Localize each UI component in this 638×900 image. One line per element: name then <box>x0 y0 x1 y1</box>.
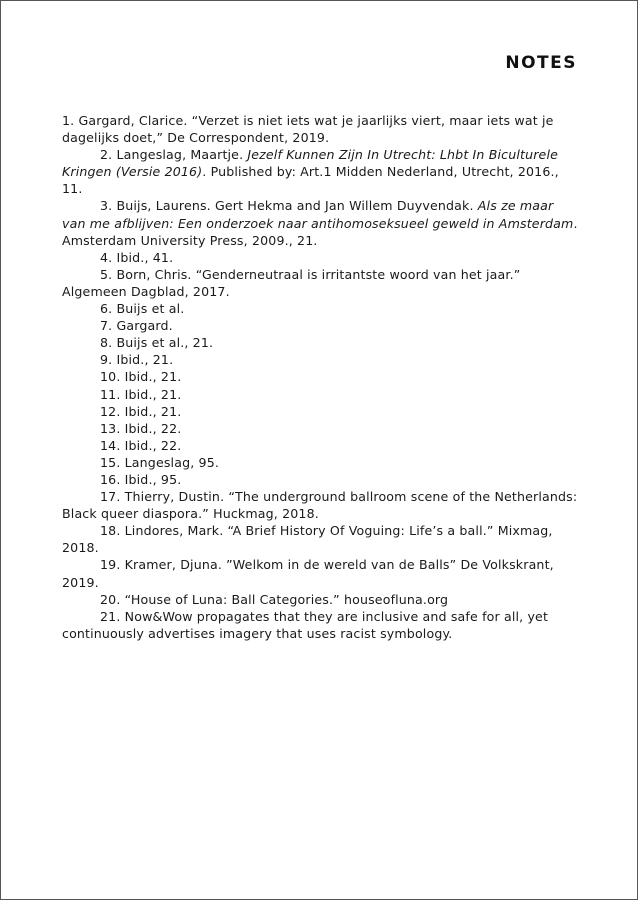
note-number: 6. <box>100 301 113 317</box>
note-text: Ibid., 22. <box>124 437 182 453</box>
note-text: Ibid., 22. <box>124 420 182 436</box>
note-text: “House of Luna: Ball Categories.” houseofluna.org <box>124 591 449 607</box>
note-text: Lindores, Mark. “A Brief History Of Voguing: Life’s a ball.” Mixmag, 2018. <box>62 523 553 556</box>
note-number: 2. <box>100 147 113 163</box>
note-item <box>62 197 578 248</box>
note-number: 18. <box>100 523 121 539</box>
note-item <box>62 249 578 266</box>
note-item <box>62 146 578 197</box>
note-number: 15. <box>100 454 121 470</box>
note-text: Ibid., 95. <box>124 471 182 487</box>
page-title: NOTES <box>505 53 577 73</box>
note-text: Now&Wow propagates that they are inclusive and safe for all, yet continuously advertises imagery that uses racist symbology. <box>62 608 549 641</box>
note-item <box>62 608 578 642</box>
note-number: 17. <box>100 489 121 505</box>
note-number: 21. <box>100 608 121 624</box>
note-item <box>62 368 578 385</box>
note-item <box>62 317 578 334</box>
note-item <box>62 403 578 420</box>
notes-list <box>62 112 578 642</box>
note-source-title: Jezelf Kunnen Zijn In Utrecht: Lhbt In Biculturele Kringen (Versie 2016) <box>62 147 558 180</box>
note-number: 9. <box>100 352 113 368</box>
note-text-end: . Amsterdam University Press, 2009., 21. <box>62 215 578 248</box>
note-text: Gargard, Clarice. “Verzet is niet iets wat je jaarlijks viert, maar iets wat je dagelijks doet,” De Correspondent, 2019. <box>62 113 554 146</box>
note-item <box>62 556 578 590</box>
note-number: 11. <box>100 386 121 402</box>
note-item <box>62 112 578 146</box>
note-item <box>62 300 578 317</box>
note-number: 20. <box>100 591 121 607</box>
note-text: Buijs, Laurens. Gert Hekma and Jan Willem Duyvendak. <box>116 198 478 214</box>
note-source-title: Als ze maar van me afblijven: Een onderzoek naar antihomoseksueel geweld in Amsterdam <box>62 198 574 231</box>
note-number: 4. <box>100 249 113 265</box>
note-text: Thierry, Dustin. “The underground ballroom scene of the Netherlands: Black queer diaspora.” Huckmag, 2018. <box>62 489 578 522</box>
note-text: Ibid., 21. <box>124 386 182 402</box>
note-number: 19. <box>100 557 121 573</box>
note-text: Ibid., 21. <box>116 352 174 368</box>
note-number: 1. <box>62 113 75 128</box>
note-item <box>62 522 578 556</box>
note-text: Ibid., 21. <box>124 403 182 419</box>
note-text: Gargard. <box>116 318 173 334</box>
note-number: 10. <box>100 369 121 385</box>
note-item <box>62 591 578 608</box>
note-item <box>62 266 578 300</box>
note-text: Buijs et al., 21. <box>116 335 214 351</box>
note-item <box>62 351 578 368</box>
note-text: Langeslag, Maartje. <box>116 147 248 163</box>
note-item <box>62 454 578 471</box>
note-text: Kramer, Djuna. ”Welkom in de wereld van de Balls” De Volkskrant, 2019. <box>62 557 554 590</box>
note-text: Ibid., 21. <box>124 369 182 385</box>
note-text: Born, Chris. “Genderneutraal is irritantste woord van het jaar.” Algemeen Dagblad, 2017. <box>62 266 521 299</box>
note-text: Buijs et al. <box>116 301 185 317</box>
note-number: 13. <box>100 420 121 436</box>
note-text: Langeslag, 95. <box>124 454 220 470</box>
note-number: 14. <box>100 437 121 453</box>
note-item <box>62 437 578 454</box>
note-item <box>62 334 578 351</box>
note-item <box>62 420 578 437</box>
note-number: 16. <box>100 471 121 487</box>
note-number: 5. <box>100 266 113 282</box>
note-number: 7. <box>100 318 113 334</box>
note-text: Ibid., 41. <box>116 249 174 265</box>
note-item <box>62 488 578 522</box>
note-item <box>62 386 578 403</box>
note-number: 12. <box>100 403 121 419</box>
note-item <box>62 471 578 488</box>
note-number: 8. <box>100 335 113 351</box>
note-text-end: . Published by: Art.1 Midden Nederland, Utrecht, 2016., 11. <box>62 164 559 197</box>
note-number: 3. <box>100 198 113 214</box>
